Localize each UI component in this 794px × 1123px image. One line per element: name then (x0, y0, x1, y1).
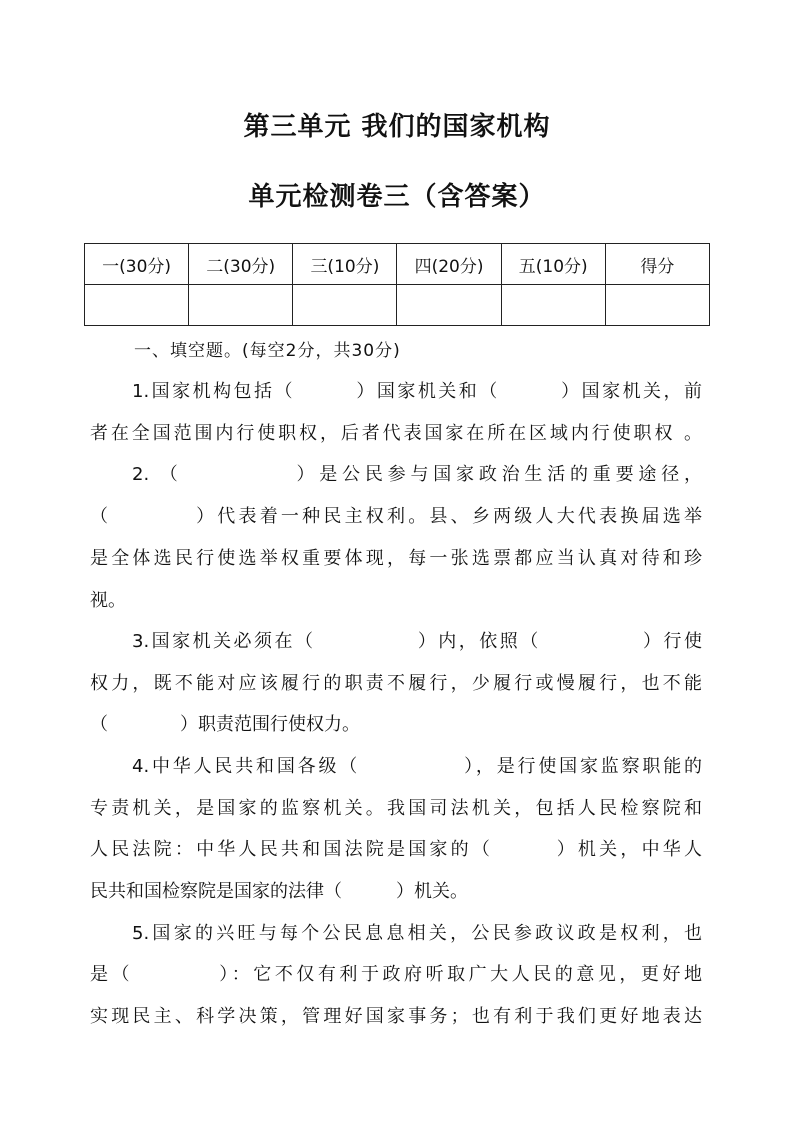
question-line: 专责机关，是国家的监察机关。我国司法机关，包括人民检察院和 (90, 798, 702, 819)
score-header-cell: 得分 (605, 244, 709, 285)
question-line: 1.国家机构包括（ ）国家机关和（ ）国家机关，前 (132, 381, 702, 402)
section-heading: 一、填空题。(每空2分，共30分) (134, 341, 401, 361)
question-line: 是全体选民行使选举权重要体现，每一张选票都应当认真对待和珍 (90, 548, 702, 569)
score-header-cell: 二(30分) (189, 244, 293, 285)
score-value-cell[interactable] (189, 285, 293, 326)
question-line: 4.中华人民共和国各级（ ），是行使国家监察职能的 (132, 756, 702, 777)
test-title: 单元检测卷三（含答案） (248, 182, 546, 212)
question-line: （ ）代表着一种民主权利。县、乡两级人大代表换届选举 (90, 506, 702, 527)
score-header-row (85, 244, 710, 285)
unit-title: 第三单元 我们的国家机构 (243, 112, 551, 142)
score-table (84, 243, 710, 326)
question-line: 权力，既不能对应该履行的职责不履行，少履行或慢履行，也不能 (90, 673, 702, 694)
question-line: 是（ ）：它不仅有利于政府听取广大人民的意见，更好地 (90, 964, 702, 985)
score-value-cell[interactable] (85, 285, 189, 326)
question-line: 实现民主、科学决策，管理好国家事务；也有利于我们更好地表达 (90, 1006, 702, 1027)
score-header-cell: 四(20分) (397, 244, 501, 285)
question-line: 视。 (90, 590, 126, 611)
score-value-cell[interactable] (397, 285, 501, 326)
question-line: 民共和国检察院是国家的法律（ ）机关。 (90, 881, 468, 902)
question-line: （ ）职责范围行使权力。 (90, 714, 360, 735)
score-header-cell: 五(10分) (501, 244, 605, 285)
score-value-cell[interactable] (293, 285, 397, 326)
question-line: 5.国家的兴旺与每个公民息息相关，公民参政议政是权利，也 (132, 923, 702, 944)
score-value-cell[interactable] (605, 285, 709, 326)
score-value-cell[interactable] (501, 285, 605, 326)
question-line: 2. （ ）是公民参与国家政治生活的重要途径， (132, 464, 702, 485)
score-value-row (85, 285, 710, 326)
question-line: 3.国家机关必须在（ ）内，依照（ ）行使 (132, 631, 702, 652)
question-line: 人民法院：中华人民共和国法院是国家的（ ）机关，中华人 (90, 839, 702, 860)
question-line: 者在全国范围内行使职权，后者代表国家在所在区域内行使职权 。 (90, 423, 702, 444)
score-header-cell: 一(30分) (85, 244, 189, 285)
score-header-cell: 三(10分) (293, 244, 397, 285)
